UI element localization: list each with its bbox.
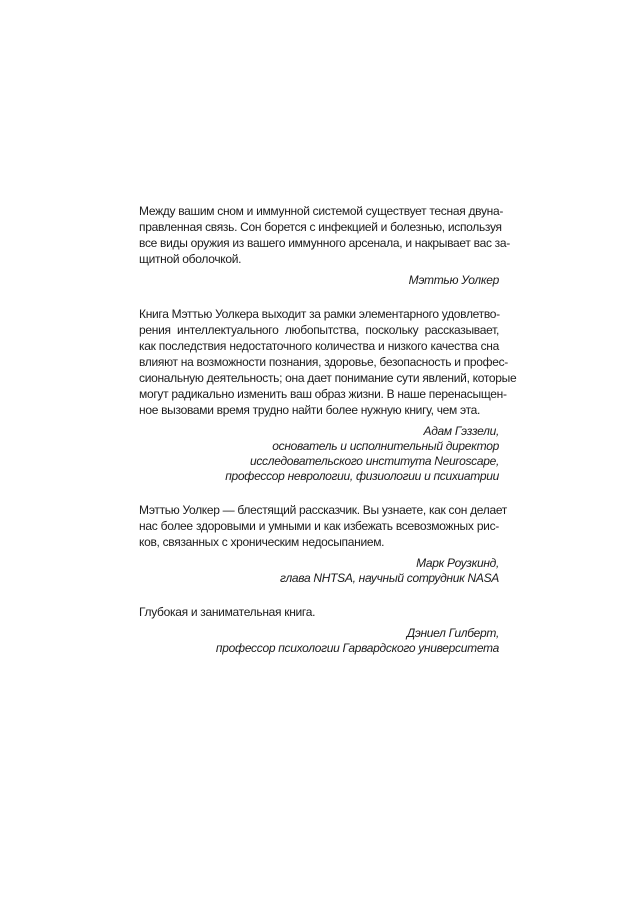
text-line: нас более здоровыми и умными и как избежать всевозможных рис- — [139, 519, 499, 533]
attribution-line: Марк Роузкинд, — [416, 556, 499, 570]
review-attribution — [139, 273, 499, 288]
text-line: Между вашим сном и иммунной системой существует тесная двуна- — [139, 204, 504, 218]
text-line: все виды оружия из вашего иммунного арсенала, и накрывает вас за- — [139, 236, 510, 250]
attribution-line: профессор психологии Гарвардского университета — [215, 641, 499, 655]
attribution-line: профессор неврологии, физиологии и психиатрии — [225, 469, 499, 483]
review-block — [139, 502, 508, 586]
review-paragraph — [139, 604, 499, 620]
review-attribution — [139, 626, 499, 656]
attribution-line: основатель и исполнительный директор — [272, 439, 499, 453]
text-line: как последствия недостаточного количества и низкого качества сна — [139, 339, 499, 353]
text-line: ков, связанных с хроническим недосыпанием. — [139, 535, 385, 549]
text-line: сиональную деятельность; она дает понимание сути явлений, которые — [139, 371, 517, 385]
attribution-line: глава NHTSA, научный сотрудник NASA — [279, 571, 499, 585]
text-line: Книга Мэттью Уолкера выходит за рамки элементарного удовлетво- — [139, 307, 500, 321]
text-line: щитной оболочкой. — [139, 252, 242, 266]
review-attribution — [139, 556, 499, 586]
text-line: ное вызовами время трудно найти более нужную книгу, чем эта. — [139, 403, 481, 417]
reviews-text-block — [139, 203, 517, 674]
attribution-line: Мэттью Уолкер — [408, 273, 499, 287]
text-line: рения интеллектуального любопытства, поскольку рассказывает, — [139, 323, 499, 337]
attribution-line: Адам Гэззели, — [423, 424, 499, 438]
review-block — [139, 306, 517, 484]
review-paragraph — [139, 502, 508, 550]
text-line: могут радикально изменить ваш образ жизни. В наше перенасыщен- — [139, 387, 507, 401]
text-line: Мэттью Уолкер — блестящий рассказчик. Вы узнаете, как сон делает — [139, 503, 508, 517]
review-block — [139, 203, 510, 288]
text-line: Глубокая и занимательная книга. — [139, 605, 316, 619]
review-attribution — [139, 424, 499, 484]
attribution-line: Дэниел Гилберт, — [406, 626, 499, 640]
review-paragraph — [139, 203, 510, 267]
text-line: влияют на возможности познания, здоровье, безопасность и профес- — [139, 355, 508, 369]
review-paragraph — [139, 306, 517, 418]
attribution-line: исследовательского института Neuroscape, — [249, 454, 499, 468]
review-block — [139, 604, 499, 656]
text-line: правленная связь. Сон борется с инфекцией и болезнью, используя — [139, 220, 502, 234]
